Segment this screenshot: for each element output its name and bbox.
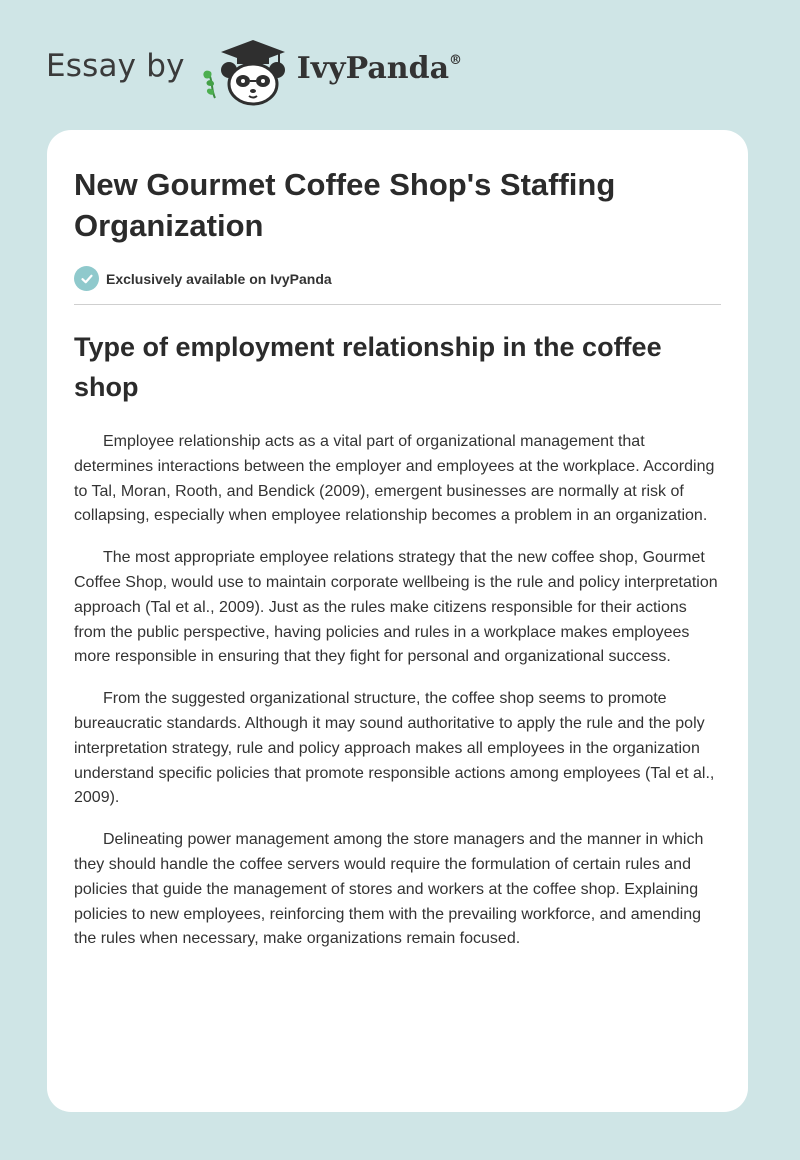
- paragraph: From the suggested organizational structure, the coffee shop seems to promote bureaucratic standards. Although it may sound authoritative to apply the rule and the poly interpretation strategy, rule and policy approach makes all employees in the organization understand specific policies that promote responsible actions among employees (Tal et al., 2009).: [74, 690, 715, 807]
- site-header: [46, 34, 462, 106]
- panda-graduate-icon[interactable]: [199, 34, 291, 106]
- paragraph: Employee relationship acts as a vital part of organizational management that determines interactions between the employer and employees at the workplace. According to Tal, Moran, Rooth, and Bendick (2009), emergent businesses are normally at risk of collapsing, especially when employee relationship becomes a problem in an organization.: [74, 433, 715, 525]
- exclusive-label: Exclusively available on IvyPanda: [106, 270, 332, 287]
- paragraph: Delineating power management among the store managers and the manner in which they should handle the coffee servers would require the formulation of certain rules and policies that guide the management of stores and workers at the coffee shop. Explaining policies to new employees, reinforcing them with the prevailing workforce, and amending the rules when necessary, make organizations remain focused.: [74, 831, 704, 948]
- essay-card: [47, 130, 748, 1112]
- ivypanda-logo-text[interactable]: IvyPanda®: [296, 50, 463, 86]
- ivy-leaf-icon: [203, 71, 215, 98]
- registered-mark: ®: [449, 52, 463, 68]
- check-circle-icon: [74, 266, 99, 291]
- exclusive-badge: [74, 266, 721, 291]
- divider: [74, 304, 721, 305]
- section-heading: Type of employment relationship in the coffee shop: [74, 332, 662, 402]
- paragraph: The most appropriate employee relations strategy that the new coffee shop, Gourmet Coffee Shop, would use to maintain corporate wellbeing is the rule and policy interpretation approach (Tal et al., 2009). Just as the rules make citizens responsible for their actions from the public perspective, having policies and rules in a workplace makes employees more responsible in ensuring that they fight for personal and organizational success.: [74, 549, 718, 666]
- essay-body: [74, 430, 721, 952]
- essay-title: New Gourmet Coffee Shop's Staffing Organization: [74, 167, 616, 243]
- essay-by-label: Essay by: [46, 48, 185, 84]
